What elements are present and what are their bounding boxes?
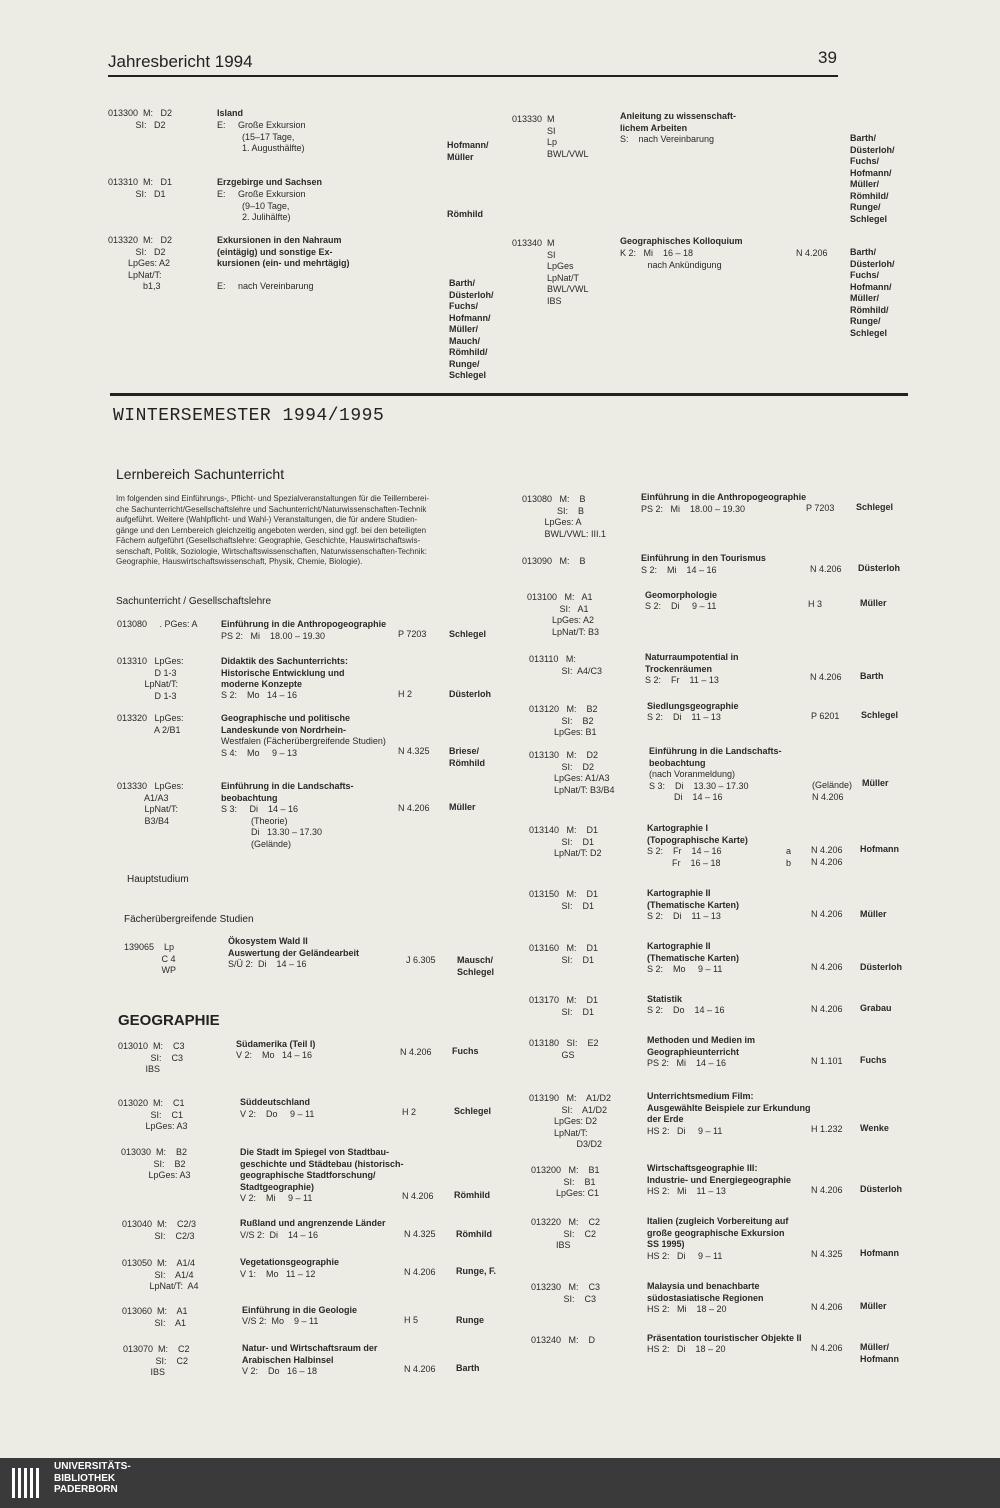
course-text: N 4.206 N 4.206 (811, 845, 843, 867)
course-text: E: nach Vereinbarung (217, 281, 314, 291)
subheading-hauptstudium: Hauptstudium (127, 874, 189, 885)
course-text: PS 2: Mi 14 – 16 (647, 1058, 727, 1068)
course-text: S 2: Mi 14 – 16 (641, 565, 717, 575)
course-text: S 3: Di 14 – 16 (Theorie) Di 13.30 – 17.30 (Gelände) (221, 804, 323, 849)
course-text: Einführung in die Anthropogeographie (641, 492, 807, 502)
course-text: N 4.206 (404, 1267, 436, 1277)
course-text: N 4.325 (404, 1229, 436, 1239)
course-text: Müller (449, 802, 476, 812)
course-text: 013140 M: D1 SI: D1 LpNat/T: D2 (529, 825, 602, 858)
course-text: PS 2: Mi 18.00 – 19.30 (221, 631, 326, 641)
course-text: Einführung in die Geologie (242, 1305, 357, 1315)
course-text: Schlegel (454, 1106, 492, 1116)
course-text: 013170 M: D1 SI: D1 (529, 995, 599, 1017)
course-text: Römhild (454, 1190, 490, 1200)
course-text: Italien (zugleich Vorbereitung auf große geographische Exkursion SS 1995) (647, 1216, 789, 1249)
course-text: S: nach Vereinbarung (620, 134, 715, 144)
course-text: Westfalen (Fächerübergreifende Studien) S 4: Mo 9 – 13 (221, 736, 386, 758)
course-text: 013080 M: B SI: B LpGes: A BWL/VWL: III.1 (522, 494, 607, 539)
course-text: Barth/ Düsterloh/ Fuchs/ Hofmann/ Müller/ Römhild/ Runge/ Schlegel (850, 247, 895, 338)
course-text: 013330 LpGes: A1/A3 LpNat/T: B3/B4 (117, 781, 184, 826)
course-text: Natur- und Wirtschaftsraum der Arabischen Halbinsel (242, 1343, 378, 1365)
course-text: 013040 M: C2/3 SI: C2/3 (122, 1219, 197, 1241)
course-text: 013090 M: B (522, 556, 586, 566)
course-text: Hofmann/ Müller (447, 140, 489, 162)
course-text: P 7203 (806, 503, 835, 513)
course-text: Schlegel (449, 629, 487, 639)
course-text: 013130 M: D2 SI: D2 LpGes: A1/A3 LpNat/T: B3/B4 (529, 750, 615, 795)
course-text: N 4.206 (810, 564, 842, 574)
subheading-sachunterricht: Sachunterricht / Gesellschaftslehre (116, 596, 272, 607)
course-text: Kartographie I (Topographische Karte) (647, 823, 748, 845)
course-text: 013120 M: B2 SI: B2 LpGes: B1 (529, 704, 598, 737)
course-text: a b (786, 846, 792, 868)
course-text: Müller (860, 1301, 887, 1311)
course-text: 013340 M SI LpGes LpNat/T BWL/VWL IBS (512, 238, 589, 306)
course-text: Geographisches Kolloquium (620, 236, 743, 246)
course-text: Runge, F. (456, 1266, 496, 1276)
course-text: Vegetationsgeographie (240, 1257, 340, 1267)
course-text: H 2 (402, 1107, 417, 1117)
course-text: Fuchs (452, 1046, 479, 1056)
intro-paragraph: Im folgenden sind Einführungs-, Pflicht- und Spezialveranstaltungen für die Teillernberei- che Sachunterricht/Gesellschaftslehre und Sachunterricht/Naturwissenschaften-Technik aufgeführt. Weitere (Wahlpflicht- und Wahl-) Veranstaltungen, die für andere Studien- gänge und den Lernbereich gleichzeitig angeboten werden, sind ggf. bei den beteiligten Fächern aufgeführt (Gesellschaftslehre: Geographie, Geschichte, Hauswirtschaftswis- senschaft, Politik, Soziologie, Wirtschaftswissenschaften, Naturwissenschaften-Technik: Geographie, Hauswirtschaftswissenschaft, Physik, Chemie, Biologie). (116, 494, 429, 566)
course-text: 013160 M: D1 SI: D1 (529, 943, 599, 965)
course-text: Schlegel (861, 710, 899, 720)
course-text: 013240 M: D (531, 1335, 596, 1345)
course-text: Siedlungsgeographie (647, 701, 739, 711)
course-text: HS 2: Di 18 – 20 (647, 1344, 726, 1354)
course-text: Einführung in die Landschafts- beobachtung (649, 746, 782, 768)
course-text: Briese/ Römhild (449, 746, 485, 768)
course-text: 013200 M: B1 SI: B1 LpGes: C1 (531, 1165, 600, 1198)
course-text: N 4.206 (402, 1191, 434, 1201)
course-text: Mausch/ Schlegel (457, 955, 495, 977)
semester-title: WINTERSEMESTER 1994/1995 (113, 406, 385, 426)
course-text: Barth/ Düsterloh/ Fuchs/ Hofmann/ Müller/ Römhild/ Runge/ Schlegel (850, 133, 895, 224)
course-text: S 2: Mo 9 – 11 (647, 964, 723, 974)
course-text: Erzgebirge und Sachsen (217, 177, 323, 187)
course-text: N 4.206 (811, 1185, 843, 1195)
course-text: Die Stadt im Spiegel von Stadtbau- geschichte und Städtebau (historisch- geographische Stadtforschung/ Stadtgeographie) (240, 1147, 404, 1192)
course-text: 013330 M SI Lp BWL/VWL (512, 114, 589, 159)
course-text: Exkursionen in den Nahraum (eintägig) und sonstige Ex- kursionen (ein- und mehrtägig) (217, 235, 350, 268)
course-text: N 1.101 (811, 1056, 843, 1066)
course-text: Runge (456, 1315, 484, 1325)
library-logo-text: UNIVERSITÄTS- BIBLIOTHEK PADERBORN (54, 1461, 131, 1495)
course-text: Methoden und Medien im Geographieunterricht (647, 1035, 755, 1057)
course-text: Hofmann (860, 844, 899, 854)
course-text: Malaysia und benachbarte südostasiatische Regionen (647, 1281, 764, 1303)
course-text: Barth/ Düsterloh/ Fuchs/ Hofmann/ Müller/ Mauch/ Römhild/ Runge/ Schlegel (449, 278, 494, 380)
course-text: Müller (860, 909, 887, 919)
course-text: N 4.206 (404, 1364, 436, 1374)
course-text: Naturraumpotential in Trockenräumen (645, 652, 739, 674)
course-text: 013050 M: A1/4 SI: A1/4 LpNat/T: A4 (122, 1258, 199, 1291)
course-text: N 4.206 (400, 1047, 432, 1057)
header-rule (108, 75, 838, 77)
course-text: 013320 M: D2 SI: D2 LpGes: A2 LpNat/T: b1,3 (108, 235, 173, 291)
course-text: N 4.206 (811, 962, 843, 972)
course-text: Statistik (647, 994, 683, 1004)
course-text: Kartographie II (Thematische Karten) (647, 888, 740, 910)
course-text: N 4.325 (398, 746, 430, 756)
course-text: Fuchs (860, 1055, 887, 1065)
course-text: Düsterloh (860, 1184, 903, 1194)
course-text: 013220 M: C2 SI: C2 IBS (531, 1217, 601, 1250)
course-text: N 4.206 (398, 803, 430, 813)
course-text: Island (217, 108, 244, 118)
course-text: Südamerika (Teil I) (236, 1039, 316, 1049)
course-text: Römhild (456, 1229, 492, 1239)
course-text: 013150 M: D1 SI: D1 (529, 889, 599, 911)
course-text: Geographische und politische Landeskunde von Nordrhein- (221, 713, 351, 735)
course-text: 013310 LpGes: D 1-3 LpNat/T: D 1-3 (117, 656, 184, 701)
course-text: N 4.325 (811, 1249, 843, 1259)
course-text: Kartographie II (Thematische Karten) (647, 941, 740, 963)
course-text: 013110 M: SI: A4/C3 (529, 654, 603, 676)
course-text: H 2 (398, 689, 413, 699)
course-text: 013080 . PGes: A (117, 619, 198, 629)
course-text: 013230 M: C3 SI: C3 (531, 1282, 601, 1304)
course-text: 013180 SI: E2 GS (529, 1038, 599, 1060)
course-text: Rußland und angrenzende Länder (240, 1218, 386, 1228)
course-text: Wenke (860, 1123, 889, 1133)
course-text: H 3 (808, 599, 823, 609)
course-text: V 2: Mo 14 – 16 (236, 1050, 313, 1060)
course-text: Einführung in die Anthropogeographie (221, 619, 387, 629)
course-text: Unterrichtsmedium Film: Ausgewählte Beispiele zur Erkundung der Erde (647, 1091, 811, 1124)
course-text: N 4.206 (811, 1302, 843, 1312)
course-text: Ökosystem Wald II Auswertung der Geländearbeit (228, 936, 360, 958)
course-text: Müller (862, 778, 889, 788)
course-text: Barth (860, 671, 884, 681)
subheading-faecheruebergreifend: Fächerübergreifende Studien (124, 914, 254, 925)
course-text: S 2: Di 9 – 11 (645, 601, 717, 611)
course-text: S 2: Do 14 – 16 (647, 1005, 725, 1015)
course-text: J 6.305 (406, 955, 436, 965)
course-text: Geomorphologie (645, 590, 717, 600)
course-text: P 6201 (811, 711, 840, 721)
course-text: Barth (456, 1363, 480, 1373)
course-text: V 1: Mo 11 – 12 (240, 1269, 316, 1279)
course-text: Einführung in den Tourismus (641, 553, 766, 563)
course-text: S 2: Fr 11 – 13 (645, 675, 719, 685)
course-text: (Gelände) N 4.206 (812, 780, 853, 802)
section-heading-geographie: GEOGRAPHIE (118, 1012, 220, 1029)
course-text: Anleitung zu wissenschaft- lichem Arbeiten (620, 111, 737, 133)
course-text: Düsterloh (860, 962, 903, 972)
course-text: Didaktik des Sachunterrichts: Historische Entwicklung und moderne Konzepte (221, 656, 349, 689)
course-text: HS 2: Di 9 – 11 (647, 1126, 723, 1136)
course-text: Grabau (860, 1003, 892, 1013)
course-text: 013010 M: C3 SI: C3 IBS (118, 1041, 185, 1074)
page-header-title: Jahresbericht 1994 (108, 52, 253, 71)
course-text: Hofmann (860, 1248, 899, 1258)
course-text: 013100 M: A1 SI: A1 LpGes: A2 LpNat/T: B3 (527, 592, 600, 637)
course-text: 013190 M: A1/D2 SI: A1/D2 LpGes: D2 LpNat/T: D3/D2 (529, 1093, 612, 1149)
course-text: N 4.206 (811, 1004, 843, 1014)
course-text: E: Große Exkursion (9–10 Tage, 2. Julihälfte) (217, 189, 306, 222)
course-text: V/S 2: Di 14 – 16 (240, 1230, 319, 1240)
course-text: V 2: Do 9 – 11 (240, 1109, 315, 1119)
course-text: Einführung in die Landschafts- beobachtung (221, 781, 354, 803)
course-text: HS 2: Mi 11 – 13 (647, 1186, 726, 1196)
course-text: V 2: Mi 9 – 11 (240, 1193, 313, 1203)
page-number: 39 (818, 48, 837, 67)
course-text: 139065 Lp C 4 WP (124, 942, 177, 975)
course-text: PS 2: Mi 18.00 – 19.30 (641, 504, 746, 514)
course-text: 013060 M: A1 SI: A1 (122, 1306, 188, 1328)
section-heading-lernbereich: Lernbereich Sachunterricht (116, 466, 285, 482)
course-text: 013020 M: C1 SI: C1 LpGes: A3 (118, 1098, 188, 1131)
course-text: Schlegel (856, 502, 894, 512)
course-text: N 4.206 (811, 909, 843, 919)
course-text: S/Ü 2: Di 14 – 16 (228, 959, 307, 969)
course-text: Präsentation touristischer Objekte II (647, 1333, 802, 1343)
course-text: S 2: Di 11 – 13 (647, 712, 721, 722)
course-text: H 5 (404, 1315, 419, 1325)
course-text: 013070 M: C2 SI: C2 IBS (123, 1344, 190, 1377)
course-text: S 2: Mo 14 – 16 (221, 690, 298, 700)
section-divider (110, 393, 908, 396)
course-text: HS 2: Mi 18 – 20 (647, 1304, 727, 1314)
course-text: HS 2: Di 9 – 11 (647, 1251, 723, 1261)
course-text: Wirtschaftsgeographie III: Industrie- und Energiegeographie (647, 1163, 792, 1185)
course-text: 013310 M: D1 SI: D1 (108, 177, 173, 199)
course-text: Süddeutschland (240, 1097, 311, 1107)
course-text: Müller (860, 598, 887, 608)
course-text: Müller/ Hofmann (860, 1342, 899, 1364)
course-text: V/S 2: Mo 9 – 11 (242, 1316, 319, 1326)
course-text: Düsterloh (449, 689, 492, 699)
course-text: 013300 M: D2 SI: D2 (108, 108, 173, 130)
course-text: K 2: Mi 16 – 18 nach Ankündigung (620, 248, 722, 270)
course-text: S 2: Fr 14 – 16 Fr 16 – 18 (647, 846, 722, 868)
course-text: N 4.206 (811, 1343, 843, 1353)
library-footer (0, 1458, 1000, 1508)
course-text: V 2: Do 16 – 18 (242, 1366, 318, 1376)
course-text: H 1.232 (811, 1124, 843, 1134)
course-text: (nach Voranmeldung) S 3: Di 13.30 – 17.30 Di 14 – 16 (649, 769, 749, 802)
course-text: Römhild (447, 209, 483, 219)
library-logo-icon (10, 1464, 48, 1502)
course-text: 013320 LpGes: A 2/B1 (117, 713, 184, 735)
course-text: 013030 M: B2 SI: B2 LpGes: A3 (121, 1147, 191, 1180)
course-text: E: Große Exkursion (15–17 Tage, 1. Augusthälfte) (217, 120, 306, 153)
course-text: N 4.206 (810, 672, 842, 682)
course-text: S 2: Di 11 – 13 (647, 911, 721, 921)
course-text: N 4.206 (796, 248, 828, 258)
course-text: P 7203 (398, 629, 427, 639)
course-text: Düsterloh (858, 563, 901, 573)
